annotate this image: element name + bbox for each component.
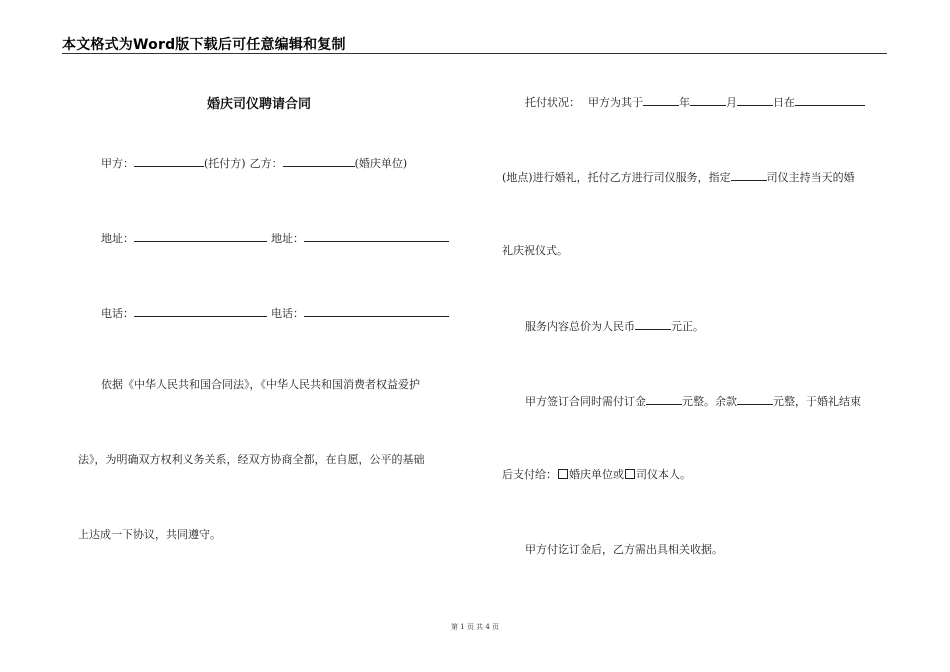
party-b-role: (婚庆单位) xyxy=(354,157,408,170)
status-line xyxy=(525,94,865,110)
party-b-blank xyxy=(283,155,355,167)
price-blank xyxy=(635,318,671,330)
payee-label: 后支付给： xyxy=(502,468,557,481)
place-blank xyxy=(795,94,865,106)
venue-line xyxy=(502,169,855,185)
price-line xyxy=(525,318,704,334)
phone-b-blank xyxy=(304,305,449,317)
month-blank xyxy=(690,94,726,106)
phone-a-label: 电话： xyxy=(101,307,134,320)
year-blank xyxy=(643,94,679,106)
party-a-label: 甲方： xyxy=(101,157,134,170)
balance-blank xyxy=(737,393,773,405)
deposit-text: 甲方签订合同时需付订金 xyxy=(525,395,646,408)
price-suffix: 元正。 xyxy=(671,320,704,333)
payee-line xyxy=(502,468,691,482)
day-label: 日在 xyxy=(773,96,795,109)
address-b-blank xyxy=(304,230,449,242)
party-line xyxy=(101,155,407,171)
party-b-label: 乙方： xyxy=(249,157,283,170)
footer-mid: 页 共 xyxy=(466,623,484,631)
status-label: 托付状况： xyxy=(525,96,580,109)
deposit-blank xyxy=(646,393,682,405)
payee-option-2: 司仪本人。 xyxy=(636,468,691,481)
receipt-line: 甲方付讫订金后，乙方需出具相关收据。 xyxy=(525,543,723,556)
year-label: 年 xyxy=(679,96,690,109)
address-b-label: 地址： xyxy=(271,232,304,245)
address-a-label: 地址： xyxy=(101,232,134,245)
page-footer xyxy=(0,622,950,632)
footer-page: 1 xyxy=(460,623,465,631)
address-line xyxy=(101,230,449,246)
checkbox-wedding-company[interactable] xyxy=(558,469,568,479)
party-a-role: (托付方) xyxy=(204,157,246,170)
phone-a-blank xyxy=(134,305,267,317)
page-header xyxy=(62,34,887,54)
phone-b-label: 电话： xyxy=(271,307,304,320)
payee-option-1: 婚庆单位或 xyxy=(569,468,624,481)
footer-prefix: 第 xyxy=(450,623,458,631)
checkbox-host[interactable] xyxy=(625,469,635,479)
document-title: 婚庆司仪聘请合同 xyxy=(206,97,311,112)
ceremony-line: 礼庆祝仪式。 xyxy=(502,244,568,257)
balance-text: 元整。余款 xyxy=(682,395,737,408)
venue-text: (地点)进行婚礼，托付乙方进行司仪服务，指定 xyxy=(502,171,731,184)
para1-line1: 依据《中华人民共和国合同法》，《中华人民共和国消费者权益爱护 xyxy=(101,378,420,391)
footer-suffix: 页 xyxy=(492,623,500,631)
phone-line xyxy=(101,305,449,321)
month-label: 月 xyxy=(726,96,737,109)
para1-line3: 上达成一下协议，共同遵守。 xyxy=(78,528,221,541)
party-a-blank xyxy=(134,155,204,167)
address-a-blank xyxy=(134,230,267,242)
footer-total: 4 xyxy=(485,623,490,631)
price-text: 服务内容总价为人民币 xyxy=(525,320,635,333)
balance-suffix: 元整，于婚礼结束 xyxy=(773,395,861,408)
host-blank xyxy=(731,169,767,181)
header-text: 本文格式为Word版下载后可任意编辑和复制 xyxy=(62,37,346,53)
status-text: 甲方为其于 xyxy=(588,96,643,109)
deposit-line xyxy=(525,393,861,409)
day-blank xyxy=(737,94,773,106)
host-text: 司仪主持当天的婚 xyxy=(766,171,855,184)
para1-line2: 法》，为明确双方权利义务关系，经双方协商全都，在自愿，公平的基础 xyxy=(78,453,425,466)
